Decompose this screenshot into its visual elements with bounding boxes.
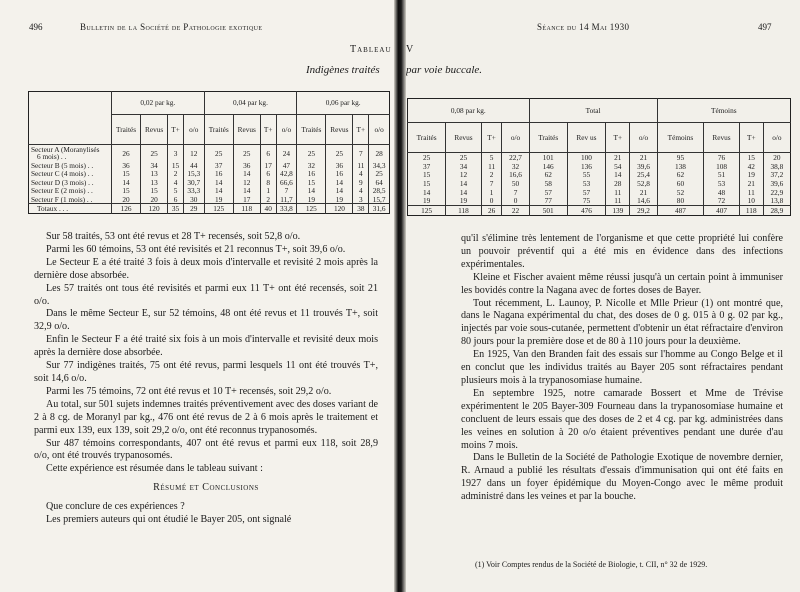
table-cell: 12 [233,178,260,186]
table-cell: 25 [422,153,431,163]
table-cell: 75 [567,196,605,205]
group-header: 0,04 par kg. [204,92,297,115]
table-cell: 66,6 [276,178,297,186]
table-cell: 62 [529,171,567,180]
book-gutter-shadow [394,0,406,592]
table-cell: 19 [204,195,233,204]
paragraph: En septembre 1925, notre camarade Bossert et Mme de Trévise expérimentent le 205 Bayer-309 Fourneau dans la trypanosomiase humaine et concluent de leurs essais que des doses de 2 et 4 cg. par kg. administrées dans les veines en solution à 20 o/o étaient préventives pendant une durée d'au moins 7 mois. [461,387,783,451]
table-cell: 34,3 [369,162,390,170]
table-cell: 15,3 [183,170,204,178]
table-cell: 8 [260,178,276,186]
table-cell: 15 [112,187,141,195]
table-cell: 19 [446,196,482,205]
table-cell: 7 [481,179,502,188]
paragraph: Dans le Bulletin de la Société de Pathologie Exotique de novembre dernier, R. Arnaud a publié les résultats d'essais d'immunisation qui ont été faits en 1927 dans un foyer épidémique du Moyen-Congo avec le même produit administré dans les veines et par la bouche. [461,452,783,503]
table-cell: 14 [297,187,326,195]
right-page [403,0,800,592]
table-cell: 12 [446,171,482,180]
table-cell: 25 [204,144,233,161]
sub-header: Traités [529,122,567,153]
sub-header: Revus [233,114,260,144]
table-cell: 3 [168,144,184,161]
table-cell: 33,3 [183,187,204,195]
paragraph: Dans le même Secteur E, sur 52 témoins, 48 ont été revus et 11 trouvés T+, soit 32,9 o/o. [34,308,378,333]
table-cell: 55 [567,171,605,180]
table-cell: 16,6 [502,171,529,180]
group-header: 0,02 par kg. [112,92,205,115]
table-row [29,144,390,161]
results-table-right [407,98,791,216]
sub-header: Traités [112,114,141,144]
table-cell: 39,6 [630,162,657,171]
total-cell: 29 [183,204,204,214]
tableau-suffix: V [406,44,415,55]
total-cell: 33,8 [276,204,297,214]
sub-header: Revus [446,122,482,153]
table-cell: 17 [260,162,276,170]
paragraph: Sur 77 indigènes traités, 75 ont été revus, parmi lesquels 11 ont été trouvés T+, soit 14,6 o/o. [34,360,378,384]
table-cell: 16 [204,170,233,178]
total-cell: 118 [233,204,260,214]
table-cell: 28 [606,179,630,188]
table-cell: 30,7 [183,178,204,186]
table-cell: 48 [704,188,740,197]
section-heading: Résumé et Conclusions [153,482,259,494]
table-cell: 14 [606,171,630,180]
group-header: Total [529,99,657,123]
table-cell: 6 [168,195,184,204]
table-cell: 15 [422,170,431,180]
table-cell: 14 [326,178,353,186]
table-row [408,153,791,162]
table-cell: 19 [739,171,763,180]
table-cell: 2 [481,171,502,180]
table-cell: 20 [112,195,141,204]
table-cell: 146 [529,162,567,171]
table-cell: 2 [260,195,276,204]
table-cell: 38,8 [763,162,790,171]
sub-header: Revus [141,114,168,144]
table-cell: 34 [446,162,482,171]
total-cell: 125 [204,204,233,214]
table-cell: 44 [183,162,204,170]
table-cell: 14 [446,179,482,188]
table-cell: 20 [141,195,168,204]
table-cell: 14 [112,178,141,186]
table-row [408,171,791,180]
row-label [29,144,112,161]
table-cell: 42 [739,162,763,171]
table-cell: 47 [276,162,297,170]
paragraph: Kleine et Fischer avaient même réussi jusqu'à un certain point à immuniser les bovidés contre la Nagana avec de fortes doses de Bayer. [461,271,783,296]
paragraph: Tout récemment, L. Launoy, P. Nicolle et Mlle Prieur (1) ont montré que, dans le Nagana expérimental du chat, des doses de 0 g. 015 à 0 g. 02 par kg., injectés par voie sous-cutanée, permettent d'obtenir un état réfractaire d'environ 80 jours pour la première dose et de 80 à 110 jours pour la deuxième. [461,297,783,348]
group-header: 0,06 par kg. [297,92,390,115]
paragraph: Les premiers auteurs qui ont étudié le Bayer 205, ont signalé [46,514,292,526]
table-cell: 64 [369,178,390,186]
table-cell: 15 [141,187,168,195]
table-cell: 11,7 [276,195,297,204]
table-cell: 25 [233,144,260,161]
group-header: Témoins [657,99,790,123]
running-head-left: Bulletin de la Société de Pathologie exotique [80,22,263,32]
table-cell: 14 [233,170,260,178]
table-cell: 20 [763,153,790,162]
paragraph: Les 57 traités ont tous été revisités et parmi eux 11 T+ ont été recensés, soit 21 o/o. [34,282,378,307]
table-cell: 0 [481,196,502,205]
page-number-left: 496 [29,22,43,32]
sub-header: Revus [326,114,353,144]
paragraph: Parmi les 60 témoins, 53 ont été revisités et 21 reconnus T+, soit 39,6 o/o. [46,243,346,255]
total-cell: 31,6 [369,204,390,214]
table-cell: 13 [141,170,168,178]
table-cell: 39,6 [763,179,790,188]
page-number-right: 497 [758,22,772,32]
row-label-text: Secteur C (4 mois) . . [31,169,94,179]
table-cell: 76 [704,153,740,162]
paragraph: Au total, sur 501 sujets indemnes traités préventivement avec des doses variant de 2 à 8 cg. de Moranyl par kg., 476 ont été revus de 2 à 6 mois après le traitement et parmi eux 139, eux 139, soit 29,2 o/o, ont été reconnus trypanosomés. [34,398,378,436]
table-cell: 14 [204,178,233,186]
table-cell: 25,4 [630,171,657,180]
row-label-text: 6 mois) . . [37,152,67,162]
table-cell: 10 [739,196,763,205]
sub-header: Rev us [567,122,605,153]
table-row [408,188,791,197]
table-cell: 15 [112,170,141,178]
table-cell: 16 [297,170,326,178]
table-cell: 1 [260,187,276,195]
table-cell: 25 [141,144,168,161]
footnote: (1) Voir Comptes rendus de la Société de Biologie, t. CII, n° 32 de 1929. [475,560,708,569]
table-cell: 9 [353,178,369,186]
table-cell: 14,6 [630,196,657,205]
table-cell: 52 [657,188,704,197]
sub-header: Traités [204,114,233,144]
paragraph: Parmi les 75 témoins, 72 ont été revus et 10 T+ recensés, soit 29,2 o/o. [46,385,332,397]
table-cell: 11 [739,188,763,197]
row-header-blank [29,92,112,145]
table-cell: 25 [326,144,353,161]
table-cell: 32 [297,162,326,170]
row-label-text: Secteur F (1 mois) . . [31,194,93,204]
sub-header: T+ [168,114,184,144]
table-cell: 14 [233,187,260,195]
table-cell: 13 [141,178,168,186]
table-cell: 16 [326,170,353,178]
table-row [408,179,791,188]
table-cell: 14 [446,188,482,197]
table-cell: 22,7 [502,153,529,162]
table-cell: 57 [567,188,605,197]
sub-header: T+ [481,122,502,153]
table-cell: 36 [233,162,260,170]
table-cell: 12 [183,144,204,161]
sub-header: o/o [502,122,529,153]
total-cell: 118 [739,206,763,216]
table-cell: 25 [297,144,326,161]
table-cell: 6 [260,144,276,161]
table-cell: 50 [502,179,529,188]
table-cell: 37 [422,161,431,171]
table-cell: 17 [233,195,260,204]
row-label-text: Secteur D (3 mois) . . [31,177,94,187]
table-cell: 36 [112,162,141,170]
table-cell: 14 [422,187,431,197]
total-row [408,206,791,216]
table-caption: Indigènes traités [306,64,380,76]
paragraph: Cette expérience est résumée dans le tableau suivant : [46,463,263,475]
paragraph: Enfin le Secteur F a été traité six fois à un mois d'intervalle et revisité deux mois après la dernière dose absorbée. [34,334,378,359]
table-cell: 28 [369,144,390,161]
paragraph: Sur 58 traités, 53 ont été revus et 28 T+ recensés, soit 52,8 o/o. [46,231,301,242]
table-cell: 138 [657,162,704,171]
total-cell: 120 [326,204,353,214]
results-table-left [28,91,390,214]
table-cell: 19 [422,196,431,206]
total-cell: 28,9 [763,206,790,216]
total-cell: 118 [446,206,482,216]
table-cell: 3 [353,195,369,204]
left-body-text [34,231,378,527]
table-cell: 34 [141,162,168,170]
running-head-right: Séance du 14 Mai 1930 [537,22,630,32]
table-cell: 5 [168,187,184,195]
table-cell: 95 [657,153,704,162]
total-cell: 487 [657,206,704,216]
paragraph: qu'il s'élimine très lentement de l'organisme et que cette propriété lui confère un pouvoir préventif qui a été mis en évidence dans des infections expérimentales. [461,233,783,270]
left-page [0,0,396,592]
table-cell: 25 [446,153,482,162]
table-cell: 7 [276,187,297,195]
sub-header: Traités [297,114,326,144]
sub-header: o/o [276,114,297,144]
caption-suffix: par voie buccale. [406,64,483,76]
table-cell: 52,8 [630,179,657,188]
table-cell: 22,9 [763,188,790,197]
total-cell: 29,2 [630,206,657,216]
table-cell: 136 [567,162,605,171]
total-cell: 120 [141,204,168,214]
total-cell: 125 [408,206,446,216]
table-cell: 72 [704,196,740,205]
right-body-text [461,233,783,504]
table-cell: 25 [369,170,390,178]
table-cell: 101 [529,153,567,162]
total-cell: 22 [502,206,529,216]
total-cell: 407 [704,206,740,216]
total-cell: 125 [297,204,326,214]
table-cell: 37,2 [763,171,790,180]
table-cell: 30 [183,195,204,204]
total-cell: 26 [481,206,502,216]
table-cell: 21 [630,188,657,197]
table-cell: 15 [297,178,326,186]
table-cell: 28,5 [369,187,390,195]
table-cell: 15,7 [369,195,390,204]
total-cell: 476 [567,206,605,216]
table-cell: 100 [567,153,605,162]
paragraph: En 1925, Van den Branden fait des essais sur l'homme au Congo Belge et il en conclut que les individus traités au Bayer 205 sont réfractaires pendant plusieurs mois à la trypanosomiase humaine. [461,349,783,386]
table-cell: 19 [297,195,326,204]
total-cell: 35 [168,204,184,214]
sub-header: o/o [369,114,390,144]
table-cell: 21 [630,153,657,162]
table-cell: 14 [204,187,233,195]
row-label-text: Secteur A (Moranylisés [31,144,100,154]
table-row [29,195,390,204]
sub-header: T+ [739,122,763,153]
group-header: 0,08 par kg. [408,99,530,123]
paragraph: Sur 487 témoins correspondants, 407 ont été revus et parmi eux 118, soit 28,9 o/o, ont été trouvés trypanosomés. [34,437,378,462]
table-cell: 58 [529,179,567,188]
table-cell: 6 [260,170,276,178]
table-cell: 21 [606,153,630,162]
table-cell: 4 [353,170,369,178]
total-cell: 40 [260,204,276,214]
total-label: Totaux . . . [29,204,112,214]
sub-header: o/o [630,122,657,153]
sub-header: Revus [704,122,740,153]
table-cell: 11 [481,162,502,171]
table-cell: 1 [481,188,502,197]
table-cell: 4 [353,187,369,195]
total-cell: 38 [353,204,369,214]
table-cell: 60 [657,179,704,188]
table-cell: 26 [112,144,141,161]
table-cell: 15 [739,153,763,162]
table-cell: 0 [502,196,529,205]
paragraph: Que conclure de ces expériences ? [46,501,185,513]
sub-header: T+ [353,114,369,144]
sub-header: T+ [260,114,276,144]
table-cell: 24 [276,144,297,161]
table-cell: 19 [326,195,353,204]
sub-header: o/o [183,114,204,144]
table-cell: 42,8 [276,170,297,178]
table-cell: 36 [326,162,353,170]
table-cell: 11 [353,162,369,170]
table-cell: 32 [502,162,529,171]
table-cell: 57 [529,188,567,197]
paragraph: Le Secteur E a été traité 3 fois à deux mois d'intervalle et revisité 2 mois après la dernière dose absorbée. [34,256,378,281]
row-label-text: Secteur E (2 mois) . . [31,186,93,196]
tableau-label: Tableau [350,44,392,55]
table-cell: 7 [353,144,369,161]
total-cell: 126 [112,204,141,214]
total-row [29,204,390,214]
sub-header: Traités [408,122,446,153]
sub-header: o/o [763,122,790,153]
table-cell: 4 [168,178,184,186]
table-cell: 53 [704,179,740,188]
table-cell: 7 [502,188,529,197]
table-cell: 21 [739,179,763,188]
sub-header: Témoins [657,122,704,153]
table-cell: 80 [657,196,704,205]
table-cell: 14 [326,187,353,195]
row-label-text: Secteur B (5 mois) . . [31,161,94,171]
table-cell: 62 [657,171,704,180]
table-cell: 54 [606,162,630,171]
total-cell: 139 [606,206,630,216]
table-cell: 37 [204,162,233,170]
table-cell: 15 [422,178,431,188]
sub-header: T+ [606,122,630,153]
table-cell: 11 [606,196,630,205]
total-cell: 501 [529,206,567,216]
table-cell: 5 [481,153,502,162]
table-cell: 15 [168,162,184,170]
row-label [29,195,112,204]
table-cell: 77 [529,196,567,205]
table-cell: 51 [704,171,740,180]
table-cell: 11 [606,188,630,197]
table-row [408,196,791,205]
table-cell: 2 [168,170,184,178]
table-cell: 108 [704,162,740,171]
table-cell: 53 [567,179,605,188]
table-cell: 13,8 [763,196,790,205]
